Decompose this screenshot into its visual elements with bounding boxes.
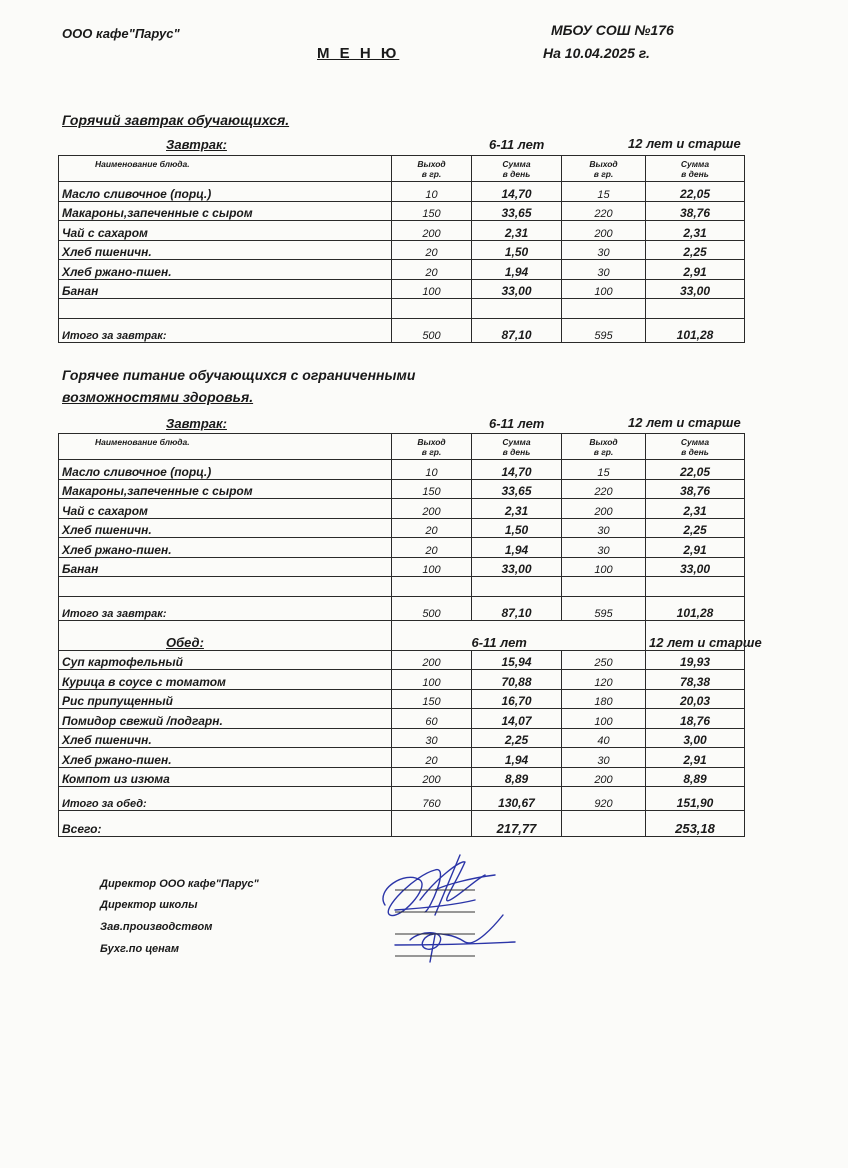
table-row: Хлеб ржано-пшен. 20 1,94 30 2,91 (59, 260, 745, 280)
table-row: Помидор свежий /подгарн. 60 14,07 100 18,76 (59, 709, 745, 729)
total-row: Итого за завтрак: 500 87,10 595 101,28 (59, 318, 745, 342)
section2-age2: 12 лет и старше (628, 415, 741, 430)
col-out-header: Выход в гр. (562, 156, 646, 182)
section1-title: Горячий завтрак обучающихся. (62, 112, 290, 128)
total-row: Итого за завтрак: 500 87,10 595 101,28 (59, 596, 745, 620)
signature-label-cafe-director: Директор ООО кафе"Парус" (100, 878, 259, 890)
signature-label-production-head: Зав.производством (100, 921, 213, 933)
total-row: Итого за обед: 760 130,67 920 151,90 (59, 787, 745, 811)
grand-total-row: Всего: 217,77 253,18 (59, 811, 745, 837)
col-sum-header: Сумма в день (472, 156, 562, 182)
table-row: Суп картофельный 200 15,94 250 19,93 (59, 650, 745, 670)
menu-title: М Е Н Ю (317, 45, 400, 62)
table-header-row (59, 434, 745, 460)
col-sum-header: Сумма в день (646, 156, 745, 182)
handwritten-signature-icon (375, 850, 525, 970)
section1-table (58, 155, 745, 343)
menu-date: На 10.04.2025 г. (543, 45, 650, 61)
signature-label-school-director: Директор школы (100, 899, 198, 911)
section1-meal-label: Завтрак: (166, 137, 227, 152)
cafe-name: ООО кафе"Парус" (62, 26, 180, 41)
section2-table (58, 433, 762, 837)
col-name-header: Наименование блюда. (59, 434, 392, 460)
table-row: Макароны,запеченные с сыром 150 33,65 220 38,76 (59, 479, 745, 499)
col-out-header: Выход в гр. (392, 434, 472, 460)
table-row: Масло сливочное (порц.) 10 14,70 15 22,05 (59, 182, 745, 202)
table-row: Хлеб ржано-пшен. 20 1,94 30 2,91 (59, 538, 745, 558)
table-row: Курица в соусе с томатом 100 70,88 120 78,38 (59, 670, 745, 690)
table-row: Хлеб пшеничн. 20 1,50 30 2,25 (59, 240, 745, 260)
table-row: Хлеб пшеничн. 20 1,50 30 2,25 (59, 518, 745, 538)
section2-title: Горячее питание обучающихся с ограниченными возможностями здоровья. (62, 367, 416, 405)
lunch-age1: 6-11 лет (472, 620, 562, 650)
lunch-header-row (59, 620, 745, 650)
table-row: Рис припущенный 150 16,70 180 20,03 (59, 689, 745, 709)
col-name-header: Наименование блюда. (59, 156, 392, 182)
col-out-header: Выход в гр. (392, 156, 472, 182)
table-row: Банан 100 33,00 100 33,00 (59, 557, 745, 577)
school-name: МБОУ СОШ №176 (551, 22, 674, 38)
table-row: Макароны,запеченные с сыром 150 33,65 220 38,76 (59, 201, 745, 221)
section2-age1: 6-11 лет (489, 416, 545, 431)
section1-age2: 12 лет и старше (628, 136, 741, 151)
col-out-header: Выход в гр. (562, 434, 646, 460)
empty-row (59, 299, 745, 319)
section2-meal-label: Завтрак: (166, 416, 227, 431)
table-row: Банан 100 33,00 100 33,00 (59, 279, 745, 299)
col-sum-header: Сумма в день (472, 434, 562, 460)
signature-label-accountant: Бухг.по ценам (100, 943, 179, 955)
col-sum-header: Сумма в день (646, 434, 745, 460)
table-row: Масло сливочное (порц.) 10 14,70 15 22,05 (59, 460, 745, 480)
table-row: Чай с сахаром 200 2,31 200 2,31 (59, 221, 745, 241)
table-row: Хлеб пшеничн. 30 2,25 40 3,00 (59, 728, 745, 748)
section1-age1: 6-11 лет (489, 137, 545, 152)
empty-row (59, 577, 745, 597)
table-row: Хлеб ржано-пшен. 20 1,94 30 2,91 (59, 748, 745, 768)
lunch-meal-label: Обед: (166, 634, 204, 650)
lunch-age2: 12 лет и старше (646, 620, 745, 650)
table-row: Компот из изюма 200 8,89 200 8,89 (59, 767, 745, 787)
table-row: Чай с сахаром 200 2,31 200 2,31 (59, 499, 745, 519)
table-header-row (59, 156, 745, 182)
